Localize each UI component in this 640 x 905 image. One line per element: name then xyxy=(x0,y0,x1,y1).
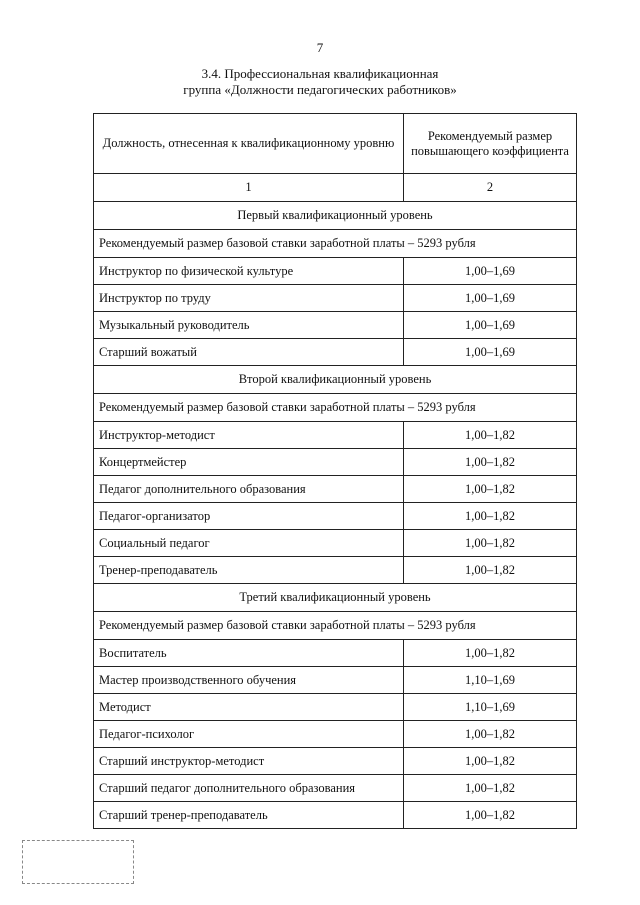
header-position: Должность, отнесенная к квалификационному уровню xyxy=(94,114,404,174)
coefficient-cell: 1,00–1,69 xyxy=(404,258,577,285)
coefficient-cell: 1,00–1,69 xyxy=(404,285,577,312)
table-row xyxy=(94,640,577,667)
coefficient-cell: 1,00–1,82 xyxy=(404,557,577,584)
position-cell: Старший вожатый xyxy=(94,339,404,366)
coefficient-cell: 1,00–1,82 xyxy=(404,530,577,557)
position-cell: Педагог-психолог xyxy=(94,721,404,748)
section-title-line-2: группа «Должности педагогических работников» xyxy=(183,82,457,97)
position-cell: Тренер-преподаватель xyxy=(94,557,404,584)
column-number-row xyxy=(94,174,577,202)
column-number-2: 2 xyxy=(404,174,577,202)
coefficient-cell: 1,00–1,82 xyxy=(404,476,577,503)
position-cell: Старший педагог дополнительного образования xyxy=(94,775,404,802)
coefficient-cell: 1,10–1,69 xyxy=(404,667,577,694)
position-cell: Методист xyxy=(94,694,404,721)
table-row xyxy=(94,775,577,802)
position-cell: Музыкальный руководитель xyxy=(94,312,404,339)
level-title: Третий квалификационный уровень xyxy=(94,584,577,612)
position-cell: Старший инструктор-методист xyxy=(94,748,404,775)
table-row xyxy=(94,503,577,530)
position-cell: Концертмейстер xyxy=(94,449,404,476)
level-title-row xyxy=(94,366,577,394)
section-title-line-1: 3.4. Профессиональная квалификационная xyxy=(201,66,439,81)
page-number: 7 xyxy=(316,40,324,55)
position-cell: Педагог-организатор xyxy=(94,503,404,530)
coefficient-cell: 1,00–1,82 xyxy=(404,503,577,530)
coefficient-cell: 1,10–1,69 xyxy=(404,694,577,721)
position-cell: Мастер производственного обучения xyxy=(94,667,404,694)
table-header-row xyxy=(94,114,577,174)
table-row xyxy=(94,530,577,557)
table-row xyxy=(94,802,577,829)
column-number-1: 1 xyxy=(94,174,404,202)
section-title xyxy=(0,66,640,98)
base-rate: Рекомендуемый размер базовой ставки заработной платы – 5293 рубля xyxy=(94,394,577,422)
table-row xyxy=(94,449,577,476)
level-title-row xyxy=(94,202,577,230)
level-title: Первый квалификационный уровень xyxy=(94,202,577,230)
table-row xyxy=(94,339,577,366)
table-row xyxy=(94,721,577,748)
level-title: Второй квалификационный уровень xyxy=(94,366,577,394)
table-row xyxy=(94,312,577,339)
base-rate: Рекомендуемый размер базовой ставки заработной платы – 5293 рубля xyxy=(94,612,577,640)
table-row xyxy=(94,422,577,449)
qualification-table xyxy=(93,113,577,829)
base-rate: Рекомендуемый размер базовой ставки заработной платы – 5293 рубля xyxy=(94,230,577,258)
position-cell: Социальный педагог xyxy=(94,530,404,557)
coefficient-cell: 1,00–1,82 xyxy=(404,775,577,802)
table-row xyxy=(94,694,577,721)
coefficient-cell: 1,00–1,82 xyxy=(404,640,577,667)
table-row xyxy=(94,258,577,285)
table-row xyxy=(94,285,577,312)
base-rate-row xyxy=(94,394,577,422)
position-cell: Инструктор по физической культуре xyxy=(94,258,404,285)
coefficient-cell: 1,00–1,82 xyxy=(404,802,577,829)
position-cell: Инструктор-методист xyxy=(94,422,404,449)
position-cell: Инструктор по труду xyxy=(94,285,404,312)
base-rate-row xyxy=(94,612,577,640)
document-stamp xyxy=(22,840,134,884)
coefficient-cell: 1,00–1,82 xyxy=(404,748,577,775)
position-cell: Старший тренер-преподаватель xyxy=(94,802,404,829)
coefficient-cell: 1,00–1,82 xyxy=(404,721,577,748)
table-row xyxy=(94,667,577,694)
header-coefficient: Рекомендуемый размер повышающего коэффициента xyxy=(404,114,577,174)
table-row xyxy=(94,476,577,503)
coefficient-cell: 1,00–1,82 xyxy=(404,449,577,476)
position-cell: Педагог дополнительного образования xyxy=(94,476,404,503)
position-cell: Воспитатель xyxy=(94,640,404,667)
base-rate-row xyxy=(94,230,577,258)
coefficient-cell: 1,00–1,69 xyxy=(404,339,577,366)
coefficient-cell: 1,00–1,82 xyxy=(404,422,577,449)
coefficient-cell: 1,00–1,69 xyxy=(404,312,577,339)
table-row xyxy=(94,557,577,584)
table-row xyxy=(94,748,577,775)
level-title-row xyxy=(94,584,577,612)
